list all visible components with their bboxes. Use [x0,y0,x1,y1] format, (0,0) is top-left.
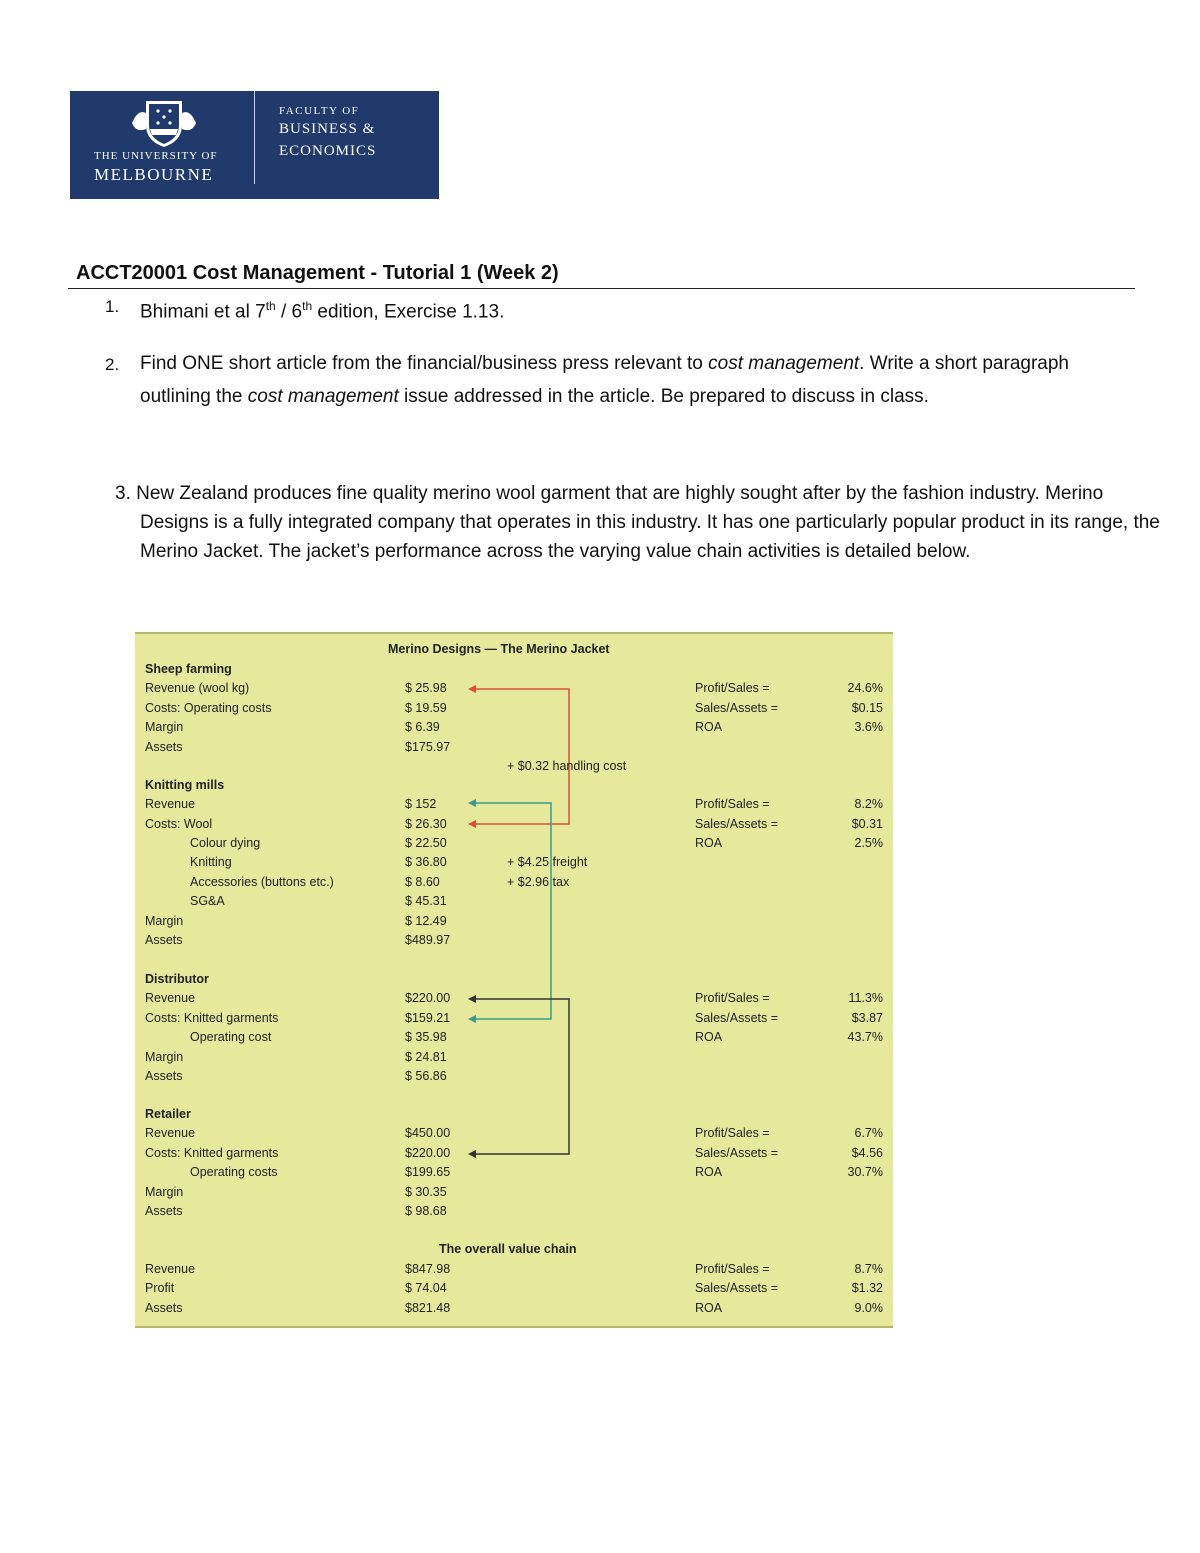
row-value: $821.48 [405,1301,451,1315]
arrow-teal-connector [470,803,551,1019]
section-heading-sheep: Sheep farming [145,662,232,676]
row-value: $ 152 [405,797,437,811]
row-value: $ 56.86 [405,1069,447,1083]
ratio-label: Profit/Sales = [695,681,770,695]
ratio-value: 8.7% [854,1262,883,1276]
q2-emphasis-1: cost management [708,353,860,374]
faculty-line-2: ECONOMICS [279,143,377,159]
row-label: Margin [145,914,184,928]
university-small-text: THE UNIVERSITY OF [94,150,218,162]
row-label: SG&A [190,894,225,908]
row-value: $ 30.35 [405,1185,447,1199]
freight-annotation: + $4.25 freight [507,855,588,869]
ratio-value: 6.7% [854,1126,883,1140]
row-value: $220.00 [405,1146,451,1160]
row-value: $ 8.60 [405,875,440,889]
row-value: $ 35.98 [405,1030,447,1044]
figure-title: Merino Designs — The Merino Jacket [388,642,610,656]
ratio-value: 24.6% [847,681,883,695]
row-value: $199.65 [405,1165,451,1179]
row-label: Costs: Wool [145,817,213,831]
arrow-head-red-2 [468,820,476,828]
q2-part-3: issue addressed in the article. Be prepared to discuss in class. [398,386,929,407]
ratio-label: Profit/Sales = [695,991,770,1005]
row-value: $ 19.59 [405,701,447,715]
row-label: Revenue (wool kg) [145,681,250,695]
q2-part-1: Find ONE short article from the financial/business press relevant to [140,353,709,374]
arrow-head-dark-1 [468,995,476,1003]
row-label: Costs: Knitted garments [145,1146,279,1160]
row-value: $175.97 [405,740,451,754]
row-value: $ 26.30 [405,817,447,831]
row-label: Margin [145,720,184,734]
row-value: $ 6.39 [405,720,440,734]
q2-number: 2. [105,355,120,374]
faculty-line-1: BUSINESS & [279,121,376,137]
q2-part-2: . Write a short paragraph outlining the [140,353,1069,407]
row-label: Assets [145,1301,183,1315]
row-label: Costs: Knitted garments [145,1011,279,1025]
value-chain-figure [135,632,893,1328]
row-value: $ 25.98 [405,681,447,695]
ratio-value: 30.7% [847,1165,883,1179]
row-value: $220.00 [405,991,451,1005]
row-label: Accessories (buttons etc.) [190,875,334,889]
row-label: Revenue [145,1262,196,1276]
row-label: Margin [145,1050,184,1064]
row-label: Revenue [145,1126,196,1140]
row-label: Assets [145,1204,183,1218]
row-label: Profit [145,1281,175,1295]
arrow-head-teal-2 [468,1015,476,1023]
ratio-value: $1.32 [851,1281,883,1295]
q1-text-mid: / 6 [275,301,303,323]
row-label: Revenue [145,797,196,811]
faculty-small-text: FACULTY OF [279,105,360,117]
row-value: $ 45.31 [405,894,447,908]
row-value: $ 12.49 [405,914,447,928]
ratio-value: 43.7% [847,1030,883,1044]
row-value: $159.21 [405,1011,451,1025]
row-value: $ 36.80 [405,855,447,869]
ratio-label: Sales/Assets = [695,1011,779,1025]
question-1 [140,290,1140,328]
ratio-label: Sales/Assets = [695,701,779,715]
arrow-head-teal-1 [468,799,476,807]
ratio-label: Profit/Sales = [695,1126,770,1140]
arrow-head-dark-2 [468,1150,476,1158]
ratio-value: $0.31 [851,817,883,831]
row-label: Assets [145,740,183,754]
arrow-head-red-1 [468,685,476,693]
section-heading-knitting: Knitting mills [145,778,225,792]
row-label: Operating costs [190,1165,278,1179]
ratio-label: ROA [695,836,723,850]
row-label: Colour dying [190,836,261,850]
ratio-value: $0.15 [851,701,883,715]
title-rule [68,288,1135,289]
row-value: $847.98 [405,1262,451,1276]
arrow-connectors [135,634,893,1326]
section-heading-overall: The overall value chain [439,1242,577,1256]
row-value: $ 24.81 [405,1050,447,1064]
row-value: $489.97 [405,933,451,947]
row-label: Assets [145,1069,183,1083]
row-value: $450.00 [405,1126,451,1140]
ratio-value: $3.87 [851,1011,883,1025]
ratio-value: 3.6% [854,720,883,734]
row-label: Margin [145,1185,184,1199]
row-value: $ 74.04 [405,1281,447,1295]
row-label: Revenue [145,991,196,1005]
ratio-label: Sales/Assets = [695,817,779,831]
ratio-label: ROA [695,1165,723,1179]
q1-text-pre: Bhimani et al 7 [140,301,266,323]
section-heading-distributor: Distributor [145,972,209,986]
section-heading-retailer: Retailer [145,1107,191,1121]
ratio-value: 11.3% [848,991,883,1005]
handling-cost-annotation: + $0.32 handling cost [507,759,627,773]
ratio-label: Sales/Assets = [695,1146,779,1160]
row-label: Costs: Operating costs [145,701,272,715]
question-3: 3. New Zealand produces fine quality merino wool garment that are highly sought after by the fashion industry. Merino Designs is a fully integrated company that operates in this industry. It has one particularly popular product in its range, the Merino Jacket. The jacket’s performance across the varying value chain activities is detailed below. [115,483,1160,562]
q1-number: 1. [105,297,120,316]
arrow-dark-connector [470,999,569,1154]
tax-annotation: + $2.96 tax [507,875,570,889]
ratio-label: ROA [695,720,723,734]
ratio-value: 2.5% [854,836,883,850]
ratio-label: Profit/Sales = [695,1262,770,1276]
logo-divider [254,91,255,184]
q1-text-post: edition, Exercise 1.13. [312,301,505,323]
q2-emphasis-2: cost management [247,386,399,407]
university-logo [70,91,439,199]
ratio-value: 9.0% [854,1301,883,1315]
row-value: $ 22.50 [405,836,447,850]
q1-sup-1: th [265,299,276,313]
row-label: Assets [145,933,183,947]
ratio-value: 8.2% [854,797,883,811]
crest-icon [124,95,204,150]
row-label: Operating cost [190,1030,272,1044]
ratio-label: ROA [695,1301,723,1315]
ratio-label: Sales/Assets = [695,1281,779,1295]
q1-sup-2: th [302,299,313,313]
university-name: MELBOURNE [94,165,214,184]
row-label: Knitting [190,855,232,869]
row-value: $ 98.68 [405,1204,447,1218]
ratio-value: $4.56 [851,1146,883,1160]
question-2 [140,347,1110,413]
document-title: ACCT20001 Cost Management - Tutorial 1 (Week 2) [76,262,559,284]
ratio-label: Profit/Sales = [695,797,770,811]
ratio-label: ROA [695,1030,723,1044]
